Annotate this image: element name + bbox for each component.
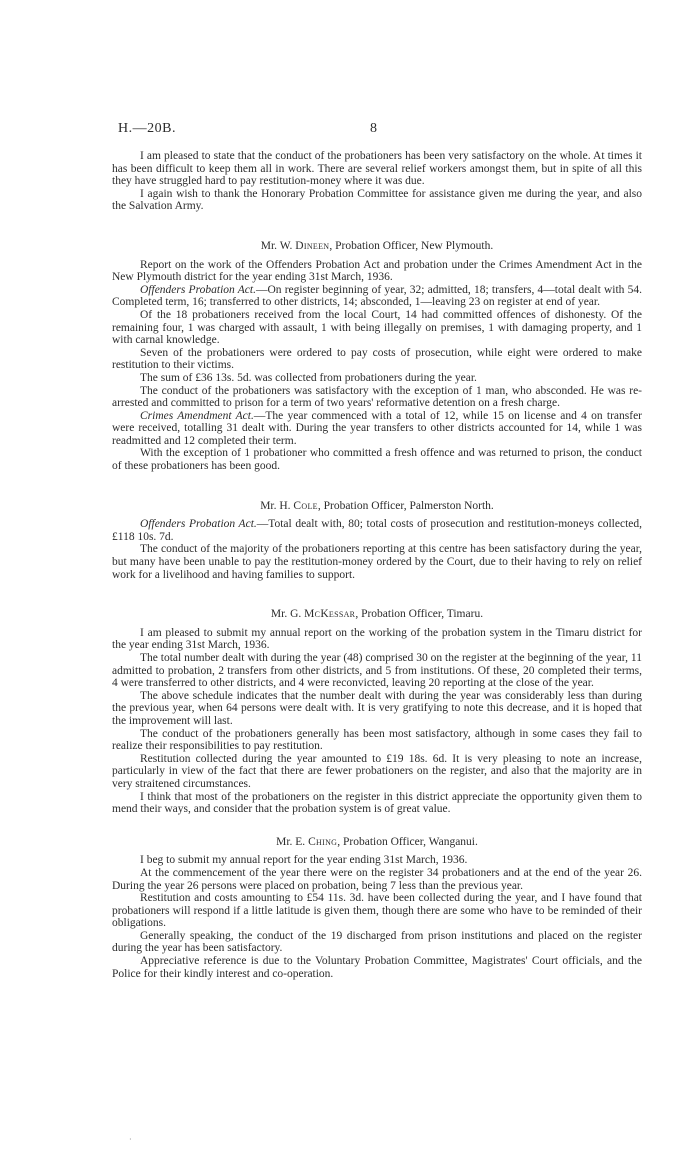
paragraph: The conduct of the probationers was satisfactory with the exception of 1 man, who absconded. He was re-arrested and committed to prison for a term of two years' reformative detention on a fresh charge. (112, 384, 642, 410)
paragraph: At the commencement of the year there were on the register 34 probationers and at the end of the year 26. During the year 26 persons were placed on probation, being 7 less than the previous year. (112, 866, 642, 892)
paragraph: I again wish to thank the Honorary Probation Committee for assistance given me during the year, and also the Salvation Army. (112, 187, 642, 213)
section-cole (112, 500, 642, 582)
paragraph: The conduct of the probationers generally has been most satisfactory, although in some cases they fail to realize their responsibilities to pay restitution. (112, 727, 642, 753)
paragraph: With the exception of 1 probationer who committed a fresh offence and was returned to prison, the conduct of these probationers has been good. (112, 447, 642, 473)
paragraph-text: —Total dealt with, 80; total costs of prosecution and restitution-moneys collected, £118 10s. 7d. (112, 518, 642, 543)
officer-heading (112, 500, 642, 513)
section-dineen (112, 240, 642, 473)
officer-heading (112, 240, 642, 253)
paragraph: I think that most of the probationers on the register in this district appreciate the opportunity given them to mend their ways, and consider that the probation system is of great value. (112, 790, 642, 816)
paragraph: I am pleased to submit my annual report on the working of the probation system in the Timaru district for the year ending 31st March, 1936. (112, 626, 642, 652)
officer-name: Ching (308, 835, 338, 848)
paragraph (112, 518, 642, 543)
officer-prefix: Mr. G. (270, 608, 302, 621)
paragraph: Restitution collected during the year amounted to £19 18s. 6d. It is very pleasing to note an increase, particularly in view of the fact that there are fewer probationers on the register, and also that the majority are in very straitened circumstances. (112, 752, 642, 790)
officer-title: , Probation Officer, Timaru. (355, 608, 484, 621)
act-label: Crimes Amendment Act. (140, 409, 254, 422)
document-reference: H.—20B. (118, 121, 176, 136)
report-body (112, 150, 642, 980)
paragraph-text: —On register beginning of year, 32; admitted, 18; transfers, 4—total dealt with 54. Completed term, 16; transferred to other districts, 14; absconded, 1—leaving 23 on register at end of year. (112, 283, 642, 309)
page-header (118, 121, 398, 141)
officer-prefix: Mr. H. (260, 499, 291, 512)
act-label: Offenders Probation Act. (140, 518, 257, 531)
officer-title: , Probation Officer, Wanganui. (337, 835, 478, 848)
paragraph: The above schedule indicates that the number dealt with during the year was considerably less than during the previous year, when 64 persons were dealt with. It is very gratifying to note this decrease, and it is hoped that the improvement will last. (112, 689, 642, 727)
paragraph: The sum of £36 13s. 5d. was collected from probationers during the year. (140, 371, 477, 384)
section-intro (112, 150, 642, 213)
officer-prefix: Mr. W. (260, 239, 293, 252)
paragraph (112, 410, 642, 448)
officer-name: Cole (293, 499, 318, 512)
officer-heading (112, 836, 642, 849)
section-mckessar (112, 608, 642, 816)
paragraph: Report on the work of the Offenders Probation Act and probation under the Crimes Amendment Act in the New Plymouth district for the year ending 31st March, 1936. (112, 258, 642, 284)
officer-title: , Probation Officer, Palmerston North. (317, 499, 494, 512)
paragraph (112, 284, 642, 309)
paragraph: Seven of the probationers were ordered to pay costs of prosecution, while eight were ordered to make restitution to their victims. (112, 346, 642, 372)
paragraph: I beg to submit my annual report for the year ending 31st March, 1936. (140, 854, 468, 867)
officer-heading (112, 608, 642, 621)
officer-prefix: Mr. E. (276, 835, 306, 848)
officer-title: , Probation Officer, New Plymouth. (329, 239, 494, 252)
officer-name: McKessar (304, 608, 356, 621)
section-ching (112, 836, 642, 981)
page-number: 8 (370, 121, 377, 136)
footer-mark: · (129, 1135, 132, 1144)
paragraph: Of the 18 probationers received from the local Court, 14 had committed offences of dishonesty. Of the remaining four, 1 was charged with assault, 1 with being illegally on premises, 1 with damaging property, and 1 with carnal knowledge. (112, 308, 642, 347)
officer-name: Dineen (295, 239, 330, 252)
paragraph: Generally speaking, the conduct of the 19 discharged from prison institutions and placed on the register during the year has been satisfactory. (112, 929, 642, 955)
paragraph-text: —The year commenced with a total of 12, while 15 on license and 4 on transfer were received, totalling 31 dealt with. During the year transfers to other districts accounted for 14, while 1 was readmitted and 12 completed their term. (112, 409, 643, 447)
paragraph: The total number dealt with during the year (48) comprised 30 on the register at the beginning of the year, 11 admitted to probation, 2 transfers from other districts, and 5 from institutions. Of these, 20 completed their terms, 4 were transferred to other districts, and 4 were reconvicted, leaving 20 reporting at the close of the year. (112, 652, 642, 690)
paragraph: Restitution and costs amounting to £54 11s. 3d. have been collected during the year, and I have found that probationers will respond if a little latitude is given them, though there are some who have to be reminded of their obligations. (112, 892, 642, 930)
act-label: Offenders Probation Act. (140, 283, 256, 296)
paragraph: Appreciative reference is due to the Voluntary Probation Committee, Magistrates' Court officials, and the Police for their kindly interest and co-operation. (112, 955, 642, 980)
paragraph: I am pleased to state that the conduct of the probationers has been very satisfactory on the whole. At times it has been difficult to keep them all in work. There are several relief workers amongst them, but in spite of all this they have struggled hard to pay restitution-money where it was due. (112, 150, 642, 188)
paragraph: The conduct of the majority of the probationers reporting at this centre has been satisfactory during the year, but many have been unable to pay the restitution-money ordered by the Court, due to their having to rely on relief work for a livelihood and having families to support. (112, 543, 642, 581)
